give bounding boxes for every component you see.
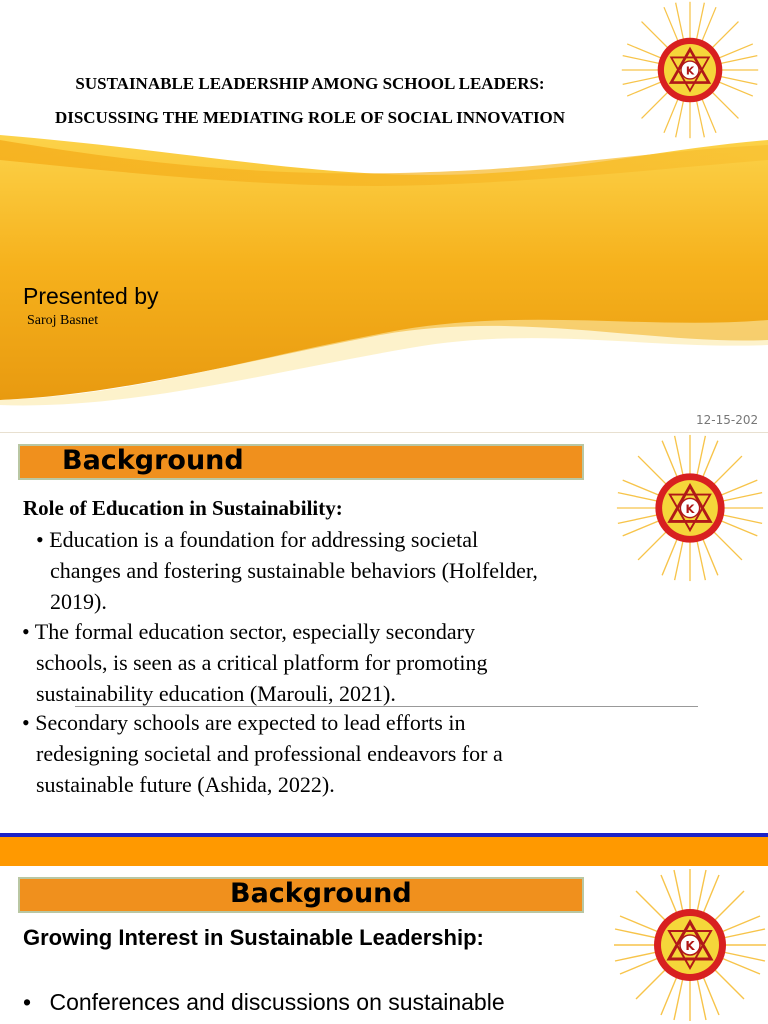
bullet-marker: • [22, 710, 30, 735]
bullet-line: sustainable future (Ashida, 2022). [36, 772, 335, 797]
university-seal-icon [612, 433, 768, 583]
university-seal-icon [612, 866, 768, 1024]
slide-subheading: Growing Interest in Sustainable Leadership: [23, 925, 484, 950]
orange-band [0, 837, 768, 866]
background-slide-1 [0, 433, 768, 833]
bullet-line: The formal education sector, especially secondary [29, 619, 475, 644]
bullet-line: Conferences and discussions on sustainable [49, 989, 505, 1015]
background-slide-2 [0, 837, 768, 1024]
slide-heading: Background [230, 878, 412, 909]
bullet-item [22, 707, 503, 800]
bullet-line: changes and fostering sustainable behaviors (Holfelder, [50, 558, 538, 583]
bullet-line: redesigning societal and professional endeavors for a [36, 741, 503, 766]
svg-text:K: K [685, 939, 695, 953]
slide-heading: Background [62, 445, 244, 476]
presented-by-label: Presented by [23, 283, 159, 309]
university-seal-icon [612, 0, 768, 140]
presenter-name: Saroj Basnet [27, 313, 99, 328]
bullet-line: Education is a foundation for addressing societal [43, 527, 479, 552]
bullet-item [22, 616, 488, 709]
bullet-item [23, 987, 505, 1018]
bullet-marker: • [36, 527, 44, 552]
heading-bar [18, 877, 584, 913]
svg-text:K: K [685, 501, 695, 516]
bullet-marker: • [23, 989, 32, 1015]
bullet-marker: • [22, 619, 30, 644]
title-slide [0, 0, 768, 432]
slide-date: 12-15-202 [696, 413, 759, 427]
svg-text:K: K [685, 64, 695, 78]
bullet-line: sustainability education (Marouli, 2021). [36, 681, 396, 706]
slide-subheading: Role of Education in Sustainability: [23, 496, 343, 520]
bullet-line: 2019). [50, 589, 107, 614]
title-line-1: SUSTAINABLE LEADERSHIP AMONG SCHOOL LEADERS: [75, 74, 545, 93]
bullet-line: schools, is seen as a critical platform for promoting [36, 650, 488, 675]
heading-bar [18, 444, 584, 480]
bullet-item [36, 524, 538, 617]
bullet-line: Secondary schools are expected to lead efforts in [29, 710, 466, 735]
title-line-2: DISCUSSING THE MEDIATING ROLE OF SOCIAL INNOVATION [54, 108, 566, 127]
